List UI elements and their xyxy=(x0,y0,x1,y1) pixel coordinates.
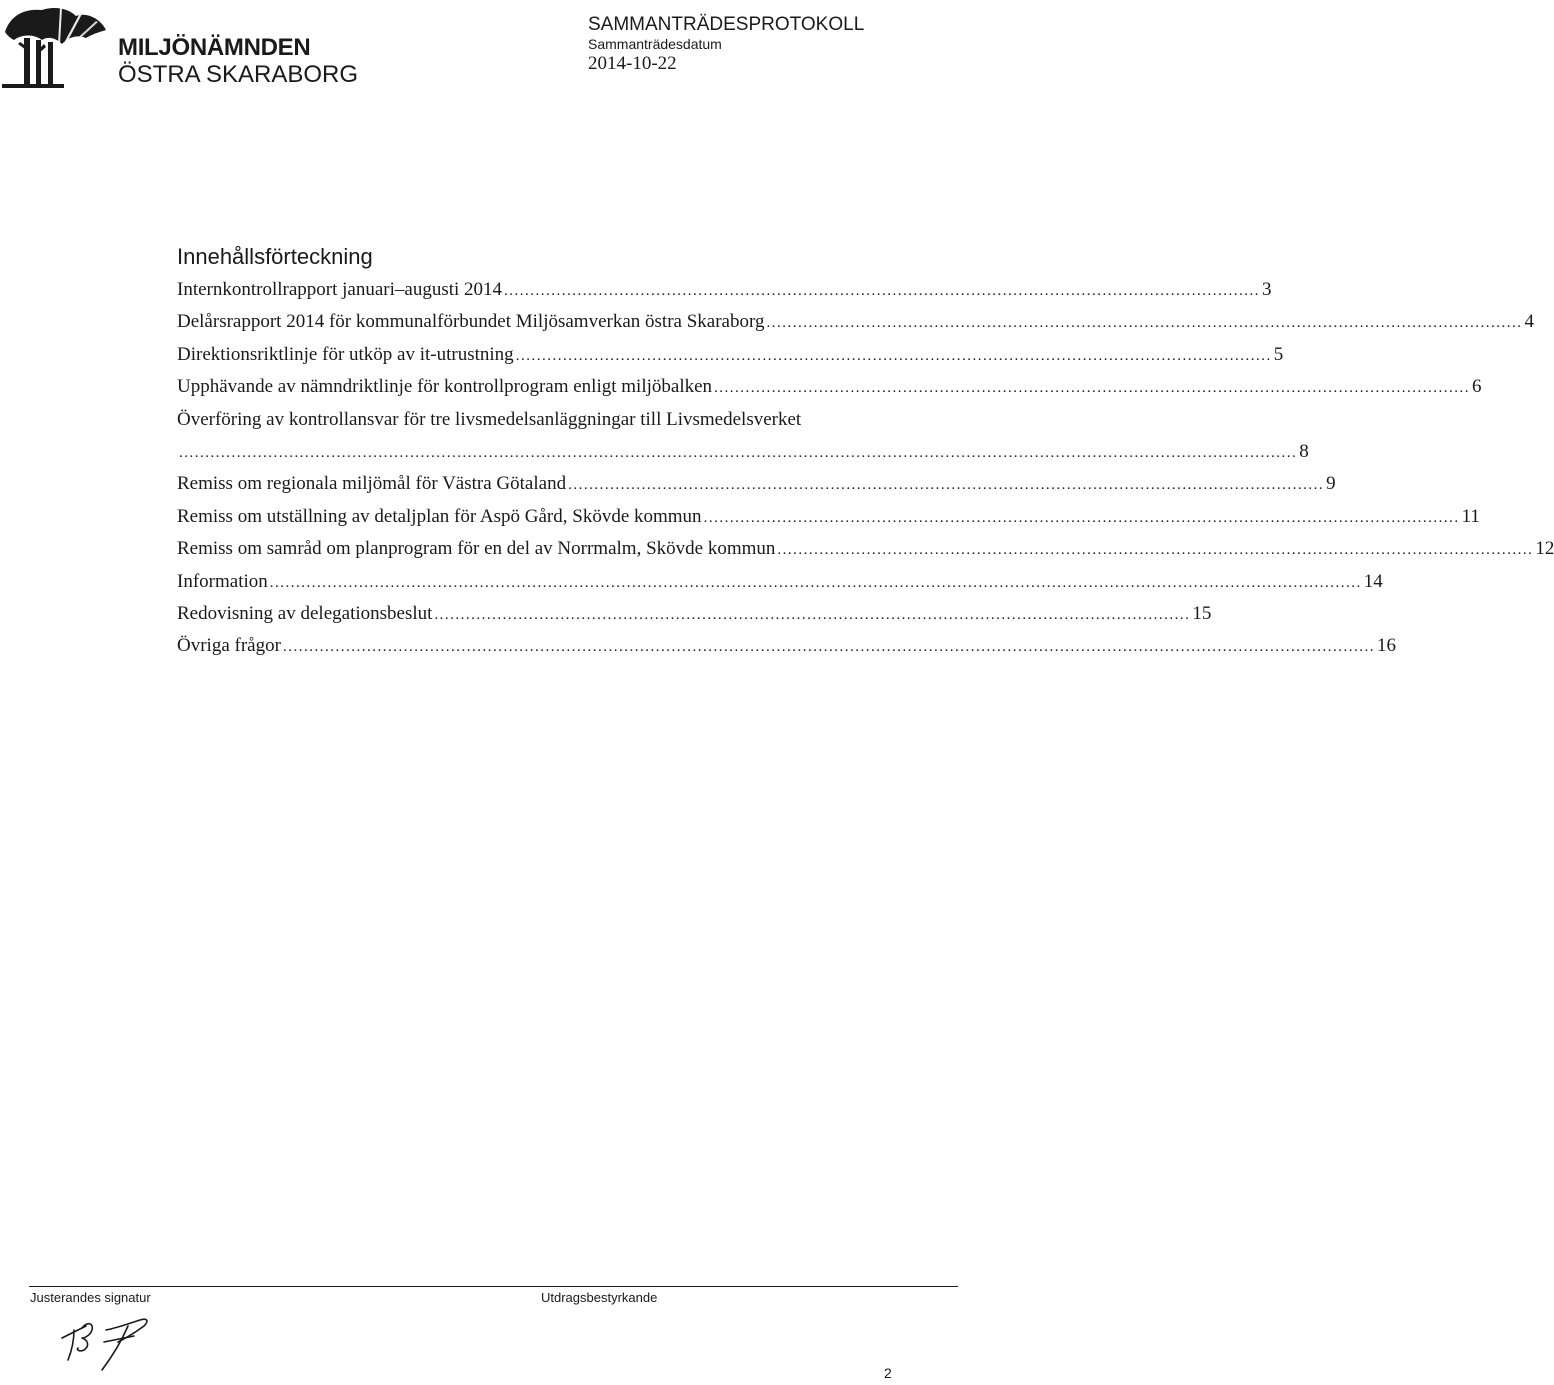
toc-entry xyxy=(177,371,1482,403)
toc-entry-page: 8 xyxy=(1299,440,1309,462)
handwritten-signature-icon xyxy=(56,1308,166,1374)
toc-entry xyxy=(177,598,1212,630)
toc-leader-dots: ................................................................................................................................................ xyxy=(504,283,1261,299)
toc-leader-dots: ................................................................................................................................................ xyxy=(703,509,1460,526)
toc-entry-page: 12 xyxy=(1535,538,1554,560)
toc-entry xyxy=(177,630,1396,662)
toc-leader-dots: ................................................................................................................................................................................................................ xyxy=(269,574,1362,591)
toc-entry-page: 6 xyxy=(1472,376,1482,398)
toc-entry xyxy=(177,533,1554,565)
toc-title: Innehållsförteckning xyxy=(177,244,373,269)
toc-entry-page: 3 xyxy=(1262,279,1272,300)
toc-entry-continuation xyxy=(177,436,1309,468)
toc-entry xyxy=(177,339,1284,371)
extract-certification-label: Utdragsbestyrkande xyxy=(541,1290,658,1305)
page-number: 2 xyxy=(884,1365,892,1381)
toc-leader-dots: ................................................................................................................................................ xyxy=(766,315,1523,332)
toc-entry-title: Remiss om samråd om planprogram för en del av Norrmalm, Skövde kommun xyxy=(177,538,776,560)
toc-leader-dots: ................................................................................................................................................ xyxy=(568,477,1325,494)
toc-leader-dots: ................................................................................................................................................ xyxy=(714,380,1471,397)
meeting-date-label: Sammanträdesdatum xyxy=(588,36,722,52)
toc-entry-title: Direktionsriktlinje för utköp av it-utrustning xyxy=(177,343,514,365)
toc-entry-title: Remiss om regionala miljömål för Västra Götaland xyxy=(177,473,567,495)
toc-entry xyxy=(177,566,1383,598)
toc-entry-title: Upphävande av nämndriktlinje för kontrollprogram enligt miljöbalken xyxy=(177,376,713,398)
toc-entry-title: Redovisning av delegationsbeslut xyxy=(177,602,433,624)
toc-entry-title: Delårsrapport 2014 för kommunalförbundet Miljösamverkan östra Skaraborg xyxy=(177,311,765,333)
toc-entry xyxy=(177,274,1272,306)
toc-entry-title: Överföring av kontrollansvar för tre livsmedelsanläggningar till Livsmedelsverket xyxy=(177,408,802,430)
toc-entry xyxy=(177,404,892,436)
toc-entry-page: 11 xyxy=(1461,505,1480,527)
toc-entry-title: Internkontrollrapport januari–augusti 2014 xyxy=(177,279,503,300)
footer-divider xyxy=(29,1286,958,1287)
toc-entry-page: 14 xyxy=(1363,570,1383,592)
toc-entry-page: 9 xyxy=(1326,473,1336,495)
toc-leader-dots: ................................................................................................................................................................................................................ xyxy=(282,639,1375,656)
toc-entry-page: 4 xyxy=(1524,311,1534,333)
toc-leader-dots: ................................................................................................................................................ xyxy=(777,542,1534,559)
toc-entry-title: Remiss om utställning av detaljplan för Aspö Gård, Skövde kommun xyxy=(177,505,702,527)
toc-entry-page: 5 xyxy=(1273,343,1284,365)
org-name: MILJÖNÄMNDEN xyxy=(118,34,311,61)
toc-entry-title: Information xyxy=(177,570,268,592)
signature-label: Justerandes signatur xyxy=(30,1290,151,1305)
toc-entry xyxy=(177,501,1480,533)
toc-entry-page: 15 xyxy=(1192,602,1212,624)
toc-entry-page: 16 xyxy=(1376,635,1396,657)
toc-leader-dots: ................................................................................................................................................ xyxy=(515,347,1272,364)
org-subtitle: ÖSTRA SKARABORG xyxy=(118,61,359,88)
tree-logo-icon xyxy=(2,4,112,90)
toc-entry xyxy=(177,306,1534,338)
toc-leader-dots: ..................................................................................................................................................................................................................... xyxy=(179,444,1298,461)
toc-leader-dots: ................................................................................................................................................ xyxy=(434,606,1191,623)
toc-entry-title: Övriga frågor xyxy=(177,635,281,657)
document-type: SAMMANTRÄDESPROTOKOLL xyxy=(588,14,865,35)
meeting-date: 2014-10-22 xyxy=(588,53,677,74)
toc-entry xyxy=(177,468,1336,500)
table-of-contents xyxy=(177,274,1554,663)
